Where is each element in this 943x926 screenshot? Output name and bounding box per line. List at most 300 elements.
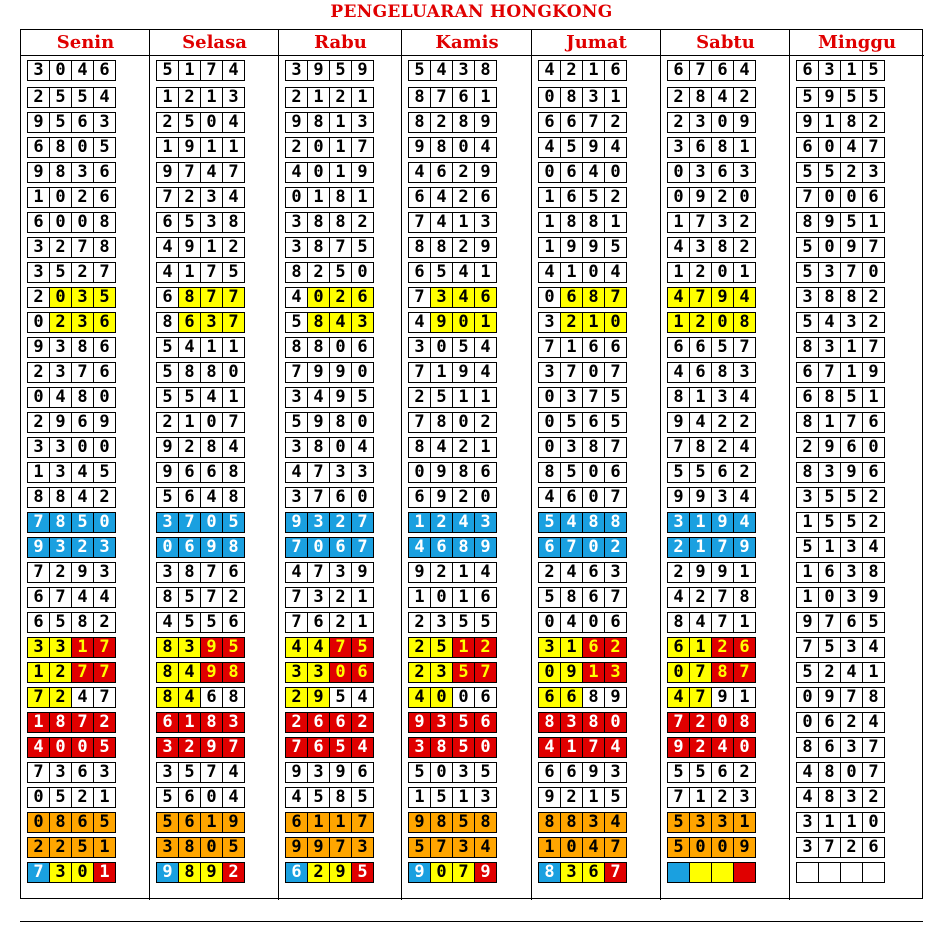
digit-cell: 6: [796, 362, 819, 383]
digit-cell: 0: [667, 162, 690, 183]
digit-cell: 8: [667, 387, 690, 408]
digit-cell: 9: [430, 487, 453, 508]
result-row: [667, 237, 755, 258]
digit-cell: 7: [222, 287, 245, 308]
result-row: [285, 637, 373, 658]
digit-cell: 6: [818, 712, 841, 733]
digit-cell: 3: [604, 662, 627, 683]
digit-cell: 7: [307, 487, 330, 508]
digit-cell: 2: [408, 387, 431, 408]
result-row: [156, 812, 244, 833]
result-row: [667, 687, 755, 708]
result-row: [796, 112, 884, 133]
result-row: [667, 812, 755, 833]
bottom-divider: [20, 921, 923, 922]
digit-cell: 4: [329, 312, 352, 333]
digit-cell: 0: [711, 712, 734, 733]
digit-cell: 9: [307, 362, 330, 383]
digit-cell: 3: [840, 737, 863, 758]
digit-cell: 6: [818, 562, 841, 583]
digit-cell: 0: [222, 362, 245, 383]
digit-cell: 2: [156, 112, 179, 133]
digit-cell: 8: [474, 60, 497, 81]
digit-cell: 7: [818, 362, 841, 383]
digit-cell: 7: [560, 362, 583, 383]
digit-cell: 9: [796, 112, 819, 133]
digit-cell: 8: [329, 212, 352, 233]
digit-cell: 9: [689, 562, 712, 583]
digit-cell: 2: [796, 437, 819, 458]
result-row: [27, 112, 115, 133]
result-row: [27, 487, 115, 508]
result-row: [538, 412, 626, 433]
digit-cell: 4: [538, 737, 561, 758]
digit-cell: 3: [538, 637, 561, 658]
digit-cell: 3: [93, 762, 116, 783]
digit-cell: 6: [430, 162, 453, 183]
digit-cell: [733, 862, 756, 883]
digit-cell: 3: [200, 312, 223, 333]
digit-cell: 3: [351, 837, 374, 858]
digit-cell: 2: [711, 187, 734, 208]
digit-cell: 6: [178, 812, 201, 833]
digit-cell: 1: [307, 812, 330, 833]
result-row: [667, 112, 755, 133]
digit-cell: 5: [49, 612, 72, 633]
digit-cell: 9: [474, 237, 497, 258]
digit-cell: 5: [178, 112, 201, 133]
result-row: [667, 87, 755, 108]
digit-cell: [711, 862, 734, 883]
digit-cell: 4: [711, 737, 734, 758]
digit-cell: 8: [430, 812, 453, 833]
result-row: [156, 137, 244, 158]
digit-cell: 2: [689, 712, 712, 733]
result-row: [667, 762, 755, 783]
digit-cell: 5: [329, 262, 352, 283]
result-row: [538, 537, 626, 558]
digit-cell: 7: [222, 162, 245, 183]
digit-cell: 8: [307, 237, 330, 258]
digit-cell: 2: [560, 312, 583, 333]
digit-cell: 2: [27, 287, 50, 308]
page-title: PENGELUARAN HONGKONG: [330, 2, 613, 22]
digit-cell: 8: [582, 212, 605, 233]
digit-cell: 1: [733, 562, 756, 583]
digit-cell: 6: [27, 137, 50, 158]
result-row: [538, 737, 626, 758]
result-row: [538, 437, 626, 458]
digit-cell: 3: [285, 662, 308, 683]
result-row: [156, 687, 244, 708]
digit-cell: 4: [430, 437, 453, 458]
digit-cell: 2: [27, 362, 50, 383]
result-row: [408, 687, 496, 708]
digit-cell: 7: [430, 87, 453, 108]
digit-cell: 8: [93, 237, 116, 258]
digit-cell: 7: [93, 262, 116, 283]
digit-cell: 3: [840, 562, 863, 583]
digit-cell: 5: [452, 812, 475, 833]
digit-cell: 6: [307, 737, 330, 758]
digit-cell: 2: [452, 237, 475, 258]
digit-cell: 0: [667, 187, 690, 208]
digit-cell: 4: [862, 537, 885, 558]
digit-cell: 5: [93, 737, 116, 758]
digit-cell: 6: [582, 637, 605, 658]
digit-cell: 1: [689, 537, 712, 558]
digit-cell: 3: [818, 60, 841, 81]
digit-cell: 2: [178, 187, 201, 208]
result-row: [27, 712, 115, 733]
digit-cell: 2: [604, 637, 627, 658]
digit-cell: 8: [200, 712, 223, 733]
digit-cell: 2: [285, 687, 308, 708]
digit-cell: 7: [733, 662, 756, 683]
digit-cell: 1: [408, 587, 431, 608]
digit-cell: 9: [818, 437, 841, 458]
digit-cell: 4: [604, 137, 627, 158]
digit-cell: 6: [474, 462, 497, 483]
digit-cell: [689, 862, 712, 883]
digit-cell: 1: [818, 537, 841, 558]
digit-cell: 5: [430, 387, 453, 408]
digit-cell: 2: [71, 187, 94, 208]
digit-cell: 2: [689, 262, 712, 283]
digit-cell: 0: [711, 837, 734, 858]
digit-cell: 8: [49, 487, 72, 508]
digit-cell: 1: [93, 837, 116, 858]
digit-cell: 1: [329, 137, 352, 158]
digit-cell: 3: [307, 762, 330, 783]
result-row: [796, 462, 884, 483]
result-row: [667, 362, 755, 383]
digit-cell: 3: [796, 487, 819, 508]
result-row: [285, 462, 373, 483]
digit-cell: 8: [200, 362, 223, 383]
digit-cell: 1: [862, 387, 885, 408]
digit-cell: 3: [178, 637, 201, 658]
result-row: [285, 837, 373, 858]
digit-cell: 9: [200, 737, 223, 758]
digit-cell: 2: [862, 487, 885, 508]
digit-cell: 9: [351, 562, 374, 583]
digit-cell: 4: [582, 837, 605, 858]
result-row: [538, 562, 626, 583]
digit-cell: 8: [430, 737, 453, 758]
result-row: [538, 287, 626, 308]
result-row: [285, 787, 373, 808]
result-row: [796, 387, 884, 408]
result-row: [667, 862, 755, 883]
digit-cell: 4: [733, 437, 756, 458]
digit-cell: 3: [156, 762, 179, 783]
digit-cell: 4: [538, 60, 561, 81]
digit-cell: 6: [538, 112, 561, 133]
digit-cell: 9: [307, 687, 330, 708]
digit-cell: 1: [582, 312, 605, 333]
digit-cell: 3: [430, 712, 453, 733]
result-row: [156, 362, 244, 383]
digit-cell: 5: [818, 637, 841, 658]
digit-cell: 6: [307, 612, 330, 633]
digit-cell: 9: [351, 60, 374, 81]
column-divider: [531, 30, 532, 900]
result-row: [156, 437, 244, 458]
result-row: [667, 737, 755, 758]
digit-cell: 1: [474, 387, 497, 408]
digit-cell: 2: [222, 862, 245, 883]
digit-cell: 3: [582, 812, 605, 833]
digit-cell: 1: [538, 187, 561, 208]
digit-cell: 2: [733, 237, 756, 258]
column-divider: [149, 30, 150, 900]
digit-cell: 8: [560, 587, 583, 608]
result-row: [156, 712, 244, 733]
result-row: [408, 387, 496, 408]
digit-cell: 9: [200, 537, 223, 558]
digit-cell: 5: [430, 637, 453, 658]
digit-cell: 8: [538, 462, 561, 483]
digit-cell: 5: [351, 787, 374, 808]
digit-cell: 9: [474, 162, 497, 183]
digit-cell: 8: [222, 487, 245, 508]
result-row: [156, 187, 244, 208]
digit-cell: 6: [582, 412, 605, 433]
result-row: [156, 562, 244, 583]
digit-cell: 7: [604, 437, 627, 458]
digit-cell: 7: [222, 312, 245, 333]
digit-cell: 8: [711, 662, 734, 683]
digit-cell: 6: [560, 762, 583, 783]
digit-cell: 7: [285, 737, 308, 758]
digit-cell: 2: [430, 112, 453, 133]
digit-cell: 9: [285, 762, 308, 783]
digit-cell: 2: [285, 712, 308, 733]
digit-cell: 0: [538, 87, 561, 108]
result-row: [285, 87, 373, 108]
digit-cell: 0: [862, 262, 885, 283]
digit-cell: 8: [222, 212, 245, 233]
digit-cell: 3: [733, 787, 756, 808]
digit-cell: 0: [862, 812, 885, 833]
result-row: [408, 812, 496, 833]
digit-cell: 6: [474, 587, 497, 608]
digit-cell: [667, 862, 690, 883]
digit-cell: 9: [329, 387, 352, 408]
digit-cell: 5: [604, 787, 627, 808]
result-row: [285, 362, 373, 383]
digit-cell: 6: [582, 562, 605, 583]
digit-cell: 4: [430, 60, 453, 81]
digit-cell: 4: [667, 687, 690, 708]
digit-cell: 3: [667, 512, 690, 533]
digit-cell: 0: [582, 537, 605, 558]
digit-cell: 5: [667, 762, 690, 783]
digit-cell: 5: [538, 587, 561, 608]
digit-cell: 7: [582, 112, 605, 133]
digit-cell: 4: [351, 687, 374, 708]
digit-cell: 4: [538, 137, 561, 158]
digit-cell: 3: [711, 812, 734, 833]
digit-cell: 5: [351, 237, 374, 258]
digit-cell: 8: [689, 87, 712, 108]
digit-cell: 8: [285, 337, 308, 358]
result-row: [156, 262, 244, 283]
digit-cell: 5: [582, 187, 605, 208]
result-row: [538, 212, 626, 233]
digit-cell: 8: [474, 812, 497, 833]
digit-cell: 8: [430, 237, 453, 258]
digit-cell: 6: [351, 337, 374, 358]
digit-cell: 7: [840, 687, 863, 708]
digit-cell: 4: [222, 112, 245, 133]
digit-cell: 1: [667, 312, 690, 333]
digit-cell: 7: [285, 587, 308, 608]
digit-cell: 9: [27, 112, 50, 133]
digit-cell: 7: [667, 437, 690, 458]
digit-cell: 1: [733, 612, 756, 633]
digit-cell: 5: [285, 312, 308, 333]
digit-cell: 6: [307, 712, 330, 733]
digit-cell: 7: [818, 612, 841, 633]
digit-cell: 1: [582, 787, 605, 808]
digit-cell: 6: [862, 837, 885, 858]
digit-cell: 4: [796, 787, 819, 808]
digit-cell: 5: [307, 787, 330, 808]
digit-cell: 8: [538, 862, 561, 883]
result-row: [408, 537, 496, 558]
digit-cell: 6: [408, 262, 431, 283]
result-row: [796, 162, 884, 183]
digit-cell: 0: [329, 337, 352, 358]
result-row: [538, 762, 626, 783]
digit-cell: 2: [285, 137, 308, 158]
digit-cell: 9: [711, 687, 734, 708]
result-row: [667, 537, 755, 558]
digit-cell: 7: [200, 562, 223, 583]
result-row: [408, 362, 496, 383]
digit-cell: 2: [329, 87, 352, 108]
digit-cell: 2: [71, 787, 94, 808]
digit-cell: 6: [733, 637, 756, 658]
digit-cell: 2: [711, 787, 734, 808]
digit-cell: 6: [329, 537, 352, 558]
digit-cell: 9: [27, 537, 50, 558]
result-row: [796, 362, 884, 383]
digit-cell: 5: [560, 137, 583, 158]
digit-cell: [818, 862, 841, 883]
digit-cell: 0: [430, 687, 453, 708]
digit-cell: 8: [408, 237, 431, 258]
digit-cell: 3: [474, 787, 497, 808]
result-row: [538, 862, 626, 883]
digit-cell: 2: [840, 712, 863, 733]
digit-cell: 8: [733, 587, 756, 608]
digit-cell: 2: [351, 212, 374, 233]
result-row: [156, 487, 244, 508]
digit-cell: 5: [840, 212, 863, 233]
result-row: [285, 162, 373, 183]
digit-cell: 0: [49, 60, 72, 81]
result-row: [27, 737, 115, 758]
day-header: Kamis: [402, 30, 532, 56]
digit-cell: 6: [582, 337, 605, 358]
result-row: [285, 437, 373, 458]
digit-cell: 8: [560, 812, 583, 833]
digit-cell: 7: [796, 187, 819, 208]
digit-cell: 1: [538, 837, 561, 858]
digit-cell: 5: [49, 87, 72, 108]
digit-cell: 6: [560, 187, 583, 208]
digit-cell: 7: [93, 687, 116, 708]
result-row: [285, 337, 373, 358]
digit-cell: 2: [49, 662, 72, 683]
digit-cell: 6: [351, 662, 374, 683]
digit-cell: 5: [156, 337, 179, 358]
digit-cell: 1: [408, 512, 431, 533]
digit-cell: 8: [430, 137, 453, 158]
digit-cell: 8: [452, 537, 475, 558]
result-row: [667, 612, 755, 633]
digit-cell: 7: [582, 737, 605, 758]
digit-cell: 8: [307, 112, 330, 133]
digit-cell: 7: [840, 262, 863, 283]
result-row: [156, 787, 244, 808]
digit-cell: 8: [178, 287, 201, 308]
digit-cell: 8: [582, 437, 605, 458]
digit-cell: 1: [604, 87, 627, 108]
result-row: [408, 612, 496, 633]
digit-cell: 8: [178, 362, 201, 383]
result-row: [796, 537, 884, 558]
digit-cell: 9: [689, 487, 712, 508]
digit-cell: 1: [452, 787, 475, 808]
digit-cell: 1: [222, 137, 245, 158]
digit-cell: 5: [93, 137, 116, 158]
digit-cell: 0: [452, 137, 475, 158]
result-row: [667, 587, 755, 608]
digit-cell: 4: [667, 287, 690, 308]
result-row: [156, 412, 244, 433]
digit-cell: 2: [733, 87, 756, 108]
result-row: [27, 637, 115, 658]
digit-cell: 0: [538, 412, 561, 433]
digit-cell: 4: [689, 612, 712, 633]
result-row: [538, 387, 626, 408]
digit-cell: 3: [27, 237, 50, 258]
digit-cell: 7: [711, 612, 734, 633]
digit-cell: 9: [156, 862, 179, 883]
digit-cell: 8: [862, 562, 885, 583]
digit-cell: 4: [285, 787, 308, 808]
digit-cell: 8: [604, 512, 627, 533]
digit-cell: 5: [49, 262, 72, 283]
result-row: [796, 187, 884, 208]
digit-cell: 7: [49, 587, 72, 608]
digit-cell: 2: [667, 112, 690, 133]
result-row: [796, 337, 884, 358]
digit-cell: 2: [474, 637, 497, 658]
digit-cell: 4: [222, 762, 245, 783]
digit-cell: 1: [27, 187, 50, 208]
result-row: [667, 637, 755, 658]
digit-cell: 2: [222, 587, 245, 608]
digit-cell: 9: [560, 662, 583, 683]
digit-cell: 8: [408, 437, 431, 458]
digit-cell: 1: [582, 662, 605, 683]
digit-cell: 5: [408, 762, 431, 783]
